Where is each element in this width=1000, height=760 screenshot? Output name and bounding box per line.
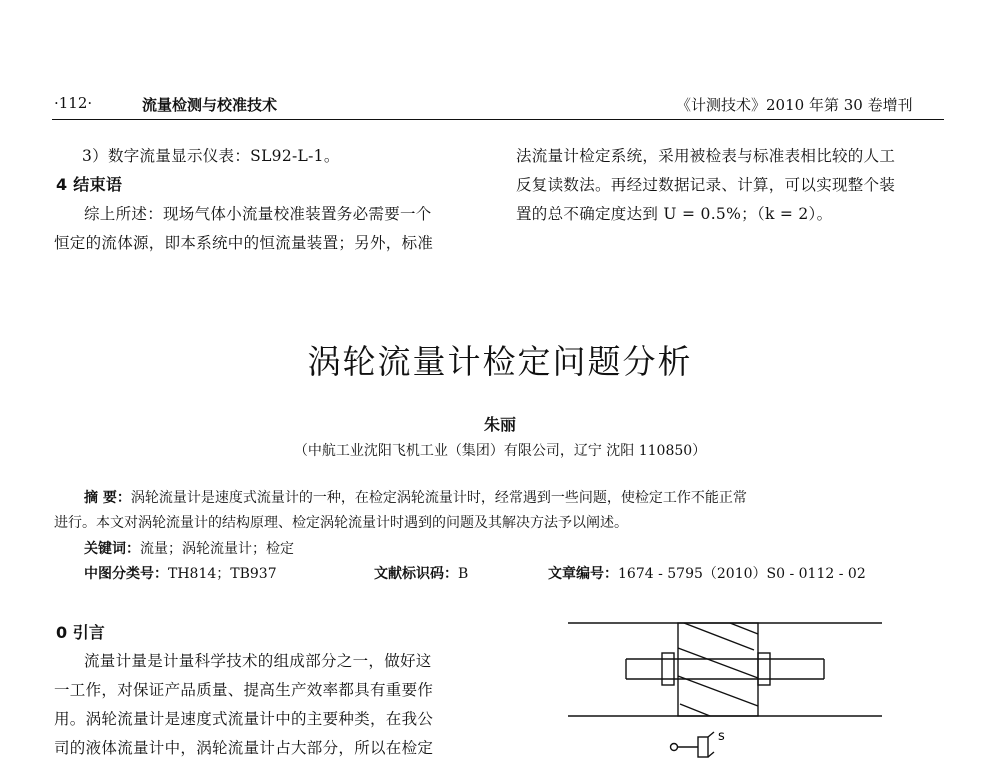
- prev-left-line-2: 恒定的流体源，即本系统中的恒流量装置；另外，标准: [54, 234, 434, 252]
- page-number: ·112·: [54, 94, 93, 112]
- abstract-label: 摘 要：: [84, 490, 131, 506]
- clc-line: [84, 563, 277, 583]
- prev-right-line-2: 反复读数法。再经过数据记录、计算，可以实现整个装: [516, 176, 896, 194]
- right-bearing: [758, 653, 770, 685]
- abstract-text-1: 涡轮流量计是速度式流量计的一种，在检定涡轮流量计时，经常遇到一些问题，使检定工作不能正常: [130, 490, 747, 506]
- prev-right-line-3: 置的总不确定度达到 U = 0.5%；（k = 2）。: [516, 205, 833, 223]
- article-no-value: 1674 - 5795（2010）S0 - 0112 - 02: [618, 566, 866, 582]
- affiliation: （中航工业沈阳飞机工业（集团）有限公司，辽宁 沈阳 110850）: [293, 443, 707, 459]
- author: 朱丽: [483, 415, 516, 434]
- article-no-line: [548, 563, 866, 583]
- keywords-value: 流量；涡轮流量计；检定: [140, 541, 294, 557]
- pickup-sensor: [671, 732, 715, 757]
- abstract-line-1: [84, 487, 747, 507]
- doc-code-value: B: [458, 566, 469, 582]
- journal-issue: 《计测技术》2010 年第 30 卷增刊: [676, 96, 913, 114]
- sensor-label: s: [718, 729, 725, 744]
- keywords-label: 关键词：: [84, 541, 140, 557]
- section-heading-conclusion: 4 结束语: [56, 175, 123, 194]
- doc-code-line: [374, 563, 468, 583]
- clc-label: 中图分类号：: [84, 566, 168, 582]
- journal-section: 流量检测与校准技术: [142, 96, 278, 114]
- intro-line-3: 用。涡轮流量计是速度式流量计中的主要种类，在我公: [54, 710, 434, 728]
- turbine-rotor: [678, 623, 758, 716]
- header-rule: [52, 119, 944, 120]
- prev-item-3: 3）数字流量显示仪表：SL92-L-1。: [82, 147, 340, 165]
- article-no-label: 文章编号：: [548, 566, 618, 582]
- abstract-line-2: 进行。本文对涡轮流量计的结构原理、检定涡轮流量计时遇到的问题及其解决方法予以阐述。: [54, 515, 628, 531]
- clc-value: TH814；TB937: [168, 566, 277, 582]
- article-title: 涡轮流量计检定问题分析: [307, 342, 693, 381]
- keywords-line: [84, 538, 294, 558]
- prev-right-line-1: 法流量计检定系统，采用被检表与标准表相比较的人工: [516, 147, 896, 165]
- prev-left-line-1: 综上所述：现场气体小流量校准装置务必需要一个: [84, 205, 432, 223]
- intro-line-4: 司的液体流量计中，涡轮流量计占大部分，所以在检定: [54, 739, 434, 757]
- intro-line-2: 一工作，对保证产品质量、提高生产效率都具有重要作: [54, 681, 434, 699]
- doc-code-label: 文献标识码：: [374, 566, 458, 582]
- intro-line-1: 流量计量是计量科学技术的组成部分之一，做好这: [84, 652, 432, 670]
- left-bearing: [662, 653, 674, 685]
- intro-heading: 0 引言: [56, 623, 105, 642]
- turbine-flowmeter-diagram: [560, 612, 890, 760]
